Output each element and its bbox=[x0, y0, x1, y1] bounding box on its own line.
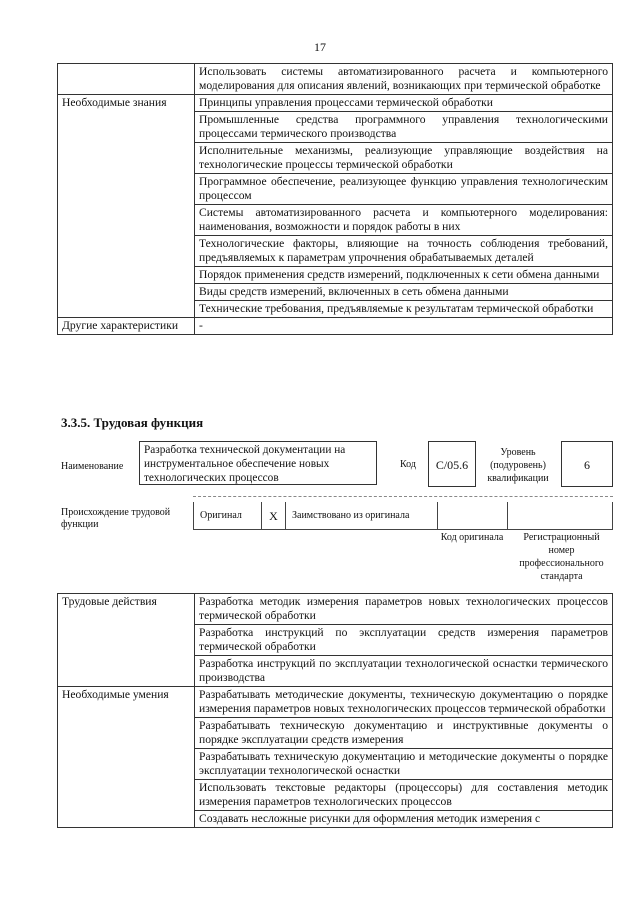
row-text: Технические требования, предъявляемые к результатам термической обработки bbox=[195, 301, 613, 318]
name-label: Наименование bbox=[61, 461, 124, 472]
reg-caption: Регистрационный номер профессионального стандарта bbox=[519, 532, 604, 582]
row-text: Разработка методик измерения параметров новых технологических процессов термической обработки bbox=[195, 594, 613, 625]
row-text: Программное обеспечение, реализующее функцию управления технологическим процессом bbox=[195, 174, 613, 205]
origin-borrowed: Заимствовано из оригинала bbox=[285, 502, 437, 530]
row-text: - bbox=[195, 318, 613, 335]
row-text: Принципы управления процессами термической обработки bbox=[195, 95, 613, 112]
row-text: Разрабатывать методические документы, техническую документацию о порядке измерения параметров новых технологических процессов термической обработки bbox=[195, 687, 613, 718]
row-label: Трудовые действия bbox=[58, 594, 195, 687]
row-text: Разработка инструкций по эксплуатации средств измерения параметров термической обработки bbox=[195, 625, 613, 656]
row-text: Технологические факторы, влияющие на точность соблюдения требований, предъявляемых к параметрам упрочнения обрабатываемых деталей bbox=[195, 236, 613, 267]
origin-mark: X bbox=[261, 502, 285, 530]
row-text: Создавать несложные рисунки для оформления методик измерения с bbox=[195, 811, 613, 828]
row-label: Необходимые умения bbox=[58, 687, 195, 828]
table-row bbox=[58, 64, 613, 95]
level-value: 6 bbox=[561, 441, 613, 487]
table-row bbox=[58, 95, 613, 112]
row-text: Разработка инструкций по эксплуатации технологической оснастки термического производства bbox=[195, 656, 613, 687]
page-number: 17 bbox=[314, 40, 326, 54]
actions-table bbox=[57, 593, 613, 828]
row-text: Разрабатывать техническую документацию и методические документы о порядке эксплуатации технологической оснастки bbox=[195, 749, 613, 780]
row-text: Промышленные средства программного управления технологическими процессами термического производства bbox=[195, 112, 613, 143]
row-text: Использовать системы автоматизированного расчета и компьютерного моделирования для описания явлений, возникающих при термической обработке bbox=[195, 64, 613, 95]
code-value: С/05.6 bbox=[428, 441, 476, 487]
row-text: Использовать текстовые редакторы (процессоры) для составления методик измерения параметров технологических процессов bbox=[195, 780, 613, 811]
table-row bbox=[58, 687, 613, 718]
row-text: Разрабатывать техническую документацию и инструктивные документы о порядке эксплуатации средств измерения bbox=[195, 718, 613, 749]
row-label bbox=[58, 64, 195, 95]
row-text: Исполнительные механизмы, реализующие управляющие воздействия на технологические процессы термической обработки bbox=[195, 143, 613, 174]
origin-label: Происхождение трудовой функции bbox=[61, 507, 171, 530]
knowledge-table bbox=[57, 63, 613, 335]
row-label: Необходимые знания bbox=[58, 95, 195, 318]
table-row bbox=[58, 318, 613, 335]
code-caption: Код оригинала bbox=[440, 532, 504, 543]
code-label: Код bbox=[400, 459, 416, 470]
origin-row bbox=[193, 502, 613, 530]
row-text: Порядок применения средств измерений, подключенных к сети обмена данными bbox=[195, 267, 613, 284]
level-label: Уровень (подуровень) квалификации bbox=[487, 447, 549, 484]
row-label: Другие характеристики bbox=[58, 318, 195, 335]
origin-code-cell bbox=[437, 502, 507, 530]
divider bbox=[193, 496, 613, 497]
row-text: Виды средств измерений, включенных в сеть обмена данными bbox=[195, 284, 613, 301]
table-row bbox=[58, 594, 613, 625]
row-text: Системы автоматизированного расчета и компьютерного моделирования: наименования, возможности и порядок работы в них bbox=[195, 205, 613, 236]
name-value: Разработка технической документации на инструментальное обеспечение новых технологических процессов bbox=[139, 441, 377, 485]
origin-reg-cell bbox=[507, 502, 613, 530]
section-title: 3.3.5. Трудовая функция bbox=[61, 415, 204, 430]
origin-original: Оригинал bbox=[193, 502, 261, 530]
